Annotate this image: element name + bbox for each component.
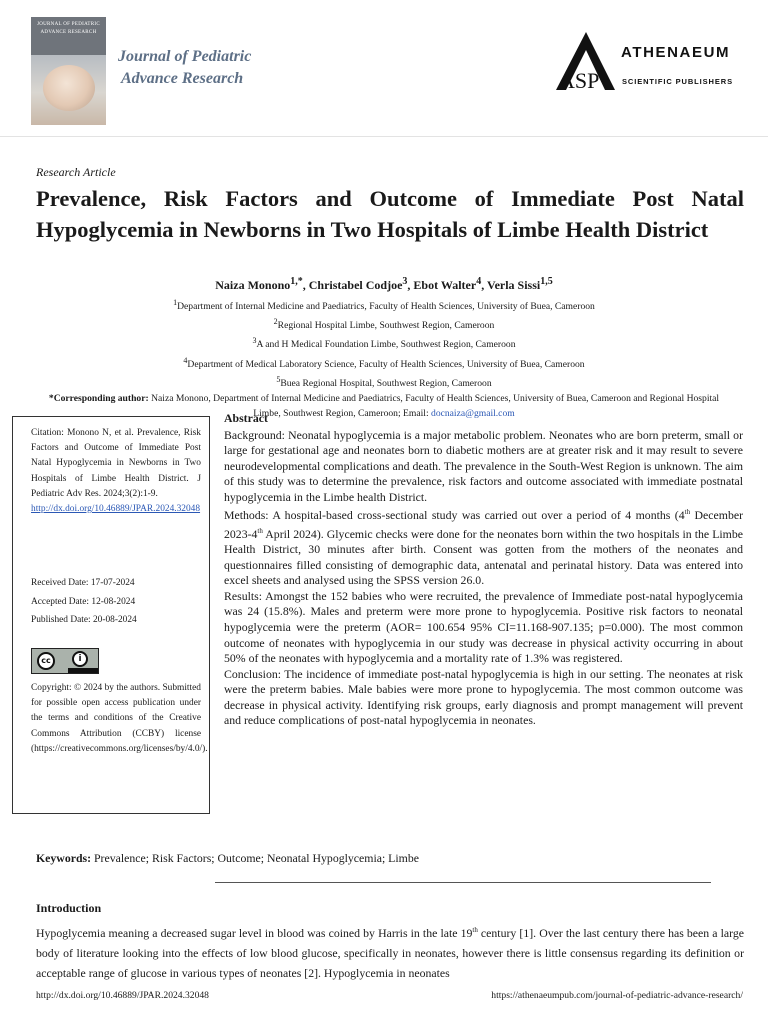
cover-title: JOURNAL OF PEDIATRIC ADVANCE RESEARCH <box>36 22 101 35</box>
abstract-methods: Methods: A hospital-based cross-sectional study was carried out over a period of 4 months (4th December 2023-4th April 2024). Glycemic checks were done for the neonates born within the two hospitals in the Limbe Health District, 30 minutes after birth. Consent was gotten from the mothers of the neonates and questionnaires filled consisting of demographic data, antenatal and perinatal history. Data was entered into excel sheets and analysed using the SPSS version 26.0. <box>224 508 744 588</box>
keywords <box>36 851 744 866</box>
affiliation: $^1$Department of Internal Medicine and Paediatrics, Faculty of Health Sciences, University of Buea, Cameroon <box>173 298 595 313</box>
introduction-text: Hypoglycemia meaning a decreased sugar level in blood was coined by Harris in the late 19th century [1]. Over the last century there has been a large body of literature looking into the effects of low blood glucose, specifically in neonates, however there is little consensus regarding its definition or acceptable range of glucose in various types of neonates [2]. Hypoglycemia in neonates <box>36 925 744 980</box>
author-list: Naiza Monono$^{1,*}$, Christabel Codjoe$^3$, Ebot Walter$^4$, Verla Sissi$^{1,5}$ <box>215 276 553 292</box>
affiliation: $^3$A and H Medical Foundation Limbe, Southwest Region, Cameroon <box>252 336 516 351</box>
email-link[interactable]: docnaiza@gmail.com <box>431 407 515 419</box>
abstract-heading: Abstract <box>224 411 268 425</box>
abstract <box>224 411 743 729</box>
logo-letters: ASP <box>559 68 600 92</box>
by-strip <box>68 668 98 673</box>
author-affiliation-mark: 1,5 <box>540 276 553 287</box>
article-type: Research Article <box>36 165 116 179</box>
published-date: Published Date: 20-08-2024 <box>31 615 137 626</box>
abstract-conclusion: Conclusion: The incidence of immediate post-natal hypoglycemia is high in our setting. The neonates at risk were the preterm babies. Male babies were more prone to hypoglycemia. The most common outcome was decrease in physical activity. Identifying risk groups, early diagnosis and prompt management will prevent and reduce complications of post-natal hypoglycemia in neonates. <box>224 666 743 728</box>
abstract-background: Background: Neonatal hypoglycemia is a major metabolic problem. Neonates who are born preterm, small or large for gestational age and neonates born to diabetic mothers are at greater risk and it may result to severe neurodevelopmental complications and death. The prevalence in the South-West Region is unknown. The aim of this study was to determine the prevalence, risk factors and outcome associated with immediate postnatal hypoglycemia in the Limbe health District. <box>224 427 743 504</box>
person-icon: i <box>72 651 88 667</box>
publisher-name: ATHENAEUM <box>621 44 731 61</box>
author-name: Christabel Codjoe <box>308 278 403 292</box>
article-title: Prevalence, Risk Factors and Outcome of Immediate Post Natal Hypoglycemia in Newborns in Two Hospitals of Limbe Health District <box>36 186 744 242</box>
accepted-date: Accepted Date: 12-08-2024 <box>31 596 136 607</box>
author-affiliation-mark: 1,* <box>290 276 303 287</box>
keywords-label: Keywords: <box>36 851 92 865</box>
footer-journal-url[interactable]: https://athenaeumpub.com/journal-of-pediatric-advance-research/ <box>491 990 743 1001</box>
corresponding-author: *Corresponding author: Naiza Monono, Department of Internal Medicine and Paediatrics, Faculty of Health Sciences, University of Buea, Cameroon and Regional Hospital Limbe, Southwest Region, Cameroon; Email: docnaiza@gmail.com <box>48 392 720 419</box>
header-divider <box>0 136 768 137</box>
section-divider <box>215 882 711 883</box>
author-name: Verla Sissi <box>487 278 541 292</box>
journal-cover-image <box>31 17 106 125</box>
publisher-subtitle: SCIENTIFIC PUBLISHERS <box>622 77 733 86</box>
citation-block <box>31 426 201 517</box>
affiliation: $^2$Regional Hospital Limbe, Southwest Region, Cameroon <box>273 317 495 332</box>
affiliation: $^4$Department of Medical Laboratory Science, Faculty of Health Sciences, University of Buea, Cameroon <box>183 355 585 370</box>
author-name: Naiza Monono <box>215 278 291 292</box>
author-name: Ebot Walter <box>413 278 477 292</box>
author-affiliation-mark: 3 <box>402 276 408 287</box>
publisher-logo <box>553 30 617 92</box>
cc-icon: cc <box>37 652 55 670</box>
cc-by-license-icon[interactable] <box>31 648 99 674</box>
footer-doi[interactable]: http://dx.doi.org/10.46889/JPAR.2024.32048 <box>36 990 209 1001</box>
publication-dates <box>31 574 137 630</box>
citation-text: Citation: Monono N, et al. Prevalence, Risk Factors and Outcome of Immediate Post Natal Hypoglycemia in Newborns in Two Hospitals of Limbe Health District. J Pediatric Adv Res. 2024;3(2):1-9. <box>31 428 201 499</box>
doi-link[interactable]: http://dx.doi.org/10.46889/JPAR.2024.32048 <box>31 504 201 515</box>
affiliation: $^5$Buea Regional Hospital, Southwest Region, Cameroon <box>276 374 492 389</box>
abstract-results: Results: Amongst the 152 babies who were recruited, the prevalence of Immediate post-natal hypoglycemia was 24 (15.8%). Males and preterm were more prone to hypoglycemia. Positive risk factors to neonatal hypoglycemia were the preterm (AOR= 100.654 95% CI=11.168-907.135; p=0.000). The most common outcome of neonates with hypoglycemia in our study was decrease in physical activity occurring in about 50% of the neonates with hypoglycemia and a mortality rate of 1.3% was registered. <box>224 588 743 666</box>
introduction-heading: Introduction <box>36 901 102 915</box>
cover-photo <box>43 65 95 111</box>
author-affiliation-mark: 4 <box>476 276 482 287</box>
journal-name-line1: Journal of Pediatric <box>118 48 252 65</box>
journal-name-line2: Advance Research <box>121 70 244 87</box>
keywords-text: Prevalence; Risk Factors; Outcome; Neonatal Hypoglycemia; Limbe <box>91 851 419 865</box>
received-date: Received Date: 17-07-2024 <box>31 578 135 588</box>
journal-name <box>118 46 251 90</box>
copyright-notice: Copyright: © 2024 by the authors. Submitted for possible open access publication under the terms and conditions of the Creative Commons Attribution (CCBY) license (https://creativecommons.org/licenses/by/4.0/). <box>31 683 208 754</box>
affiliations <box>36 295 732 421</box>
